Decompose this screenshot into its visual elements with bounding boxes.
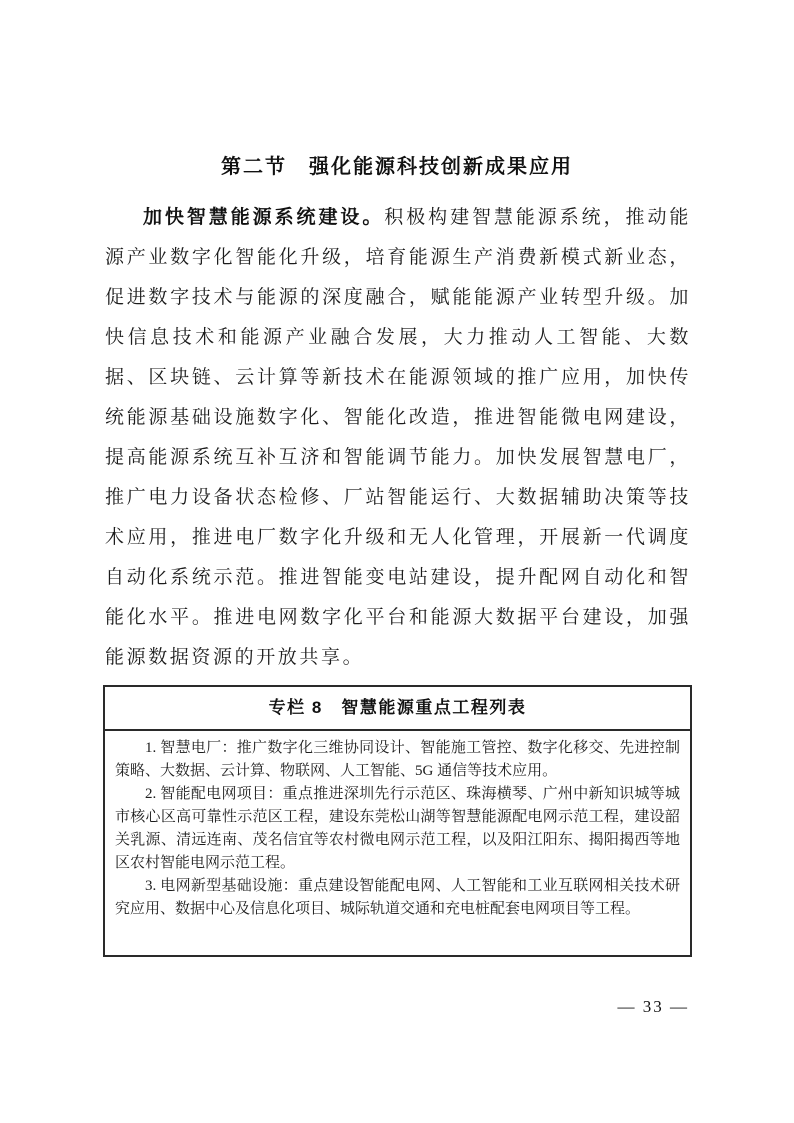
body-paragraph xyxy=(105,198,691,678)
callout-item-new-grid-infrastructure: 3. 电网新型基础设施：重点建设智能配电网、人工智能和工业互联网相关技术研究应用、数据中心及信息化项目、城际轨道交通和充电桩配套电网项目等工程。 xyxy=(115,878,680,917)
callout-item-smart-power-plant: 1. 智慧电厂：推广数字化三维协同设计、智能施工管控、数字化移交、先进控制策略、大数据、云计算、物联网、人工智能、5G 通信等技术应用。 xyxy=(115,740,680,779)
page-number: — 33 — xyxy=(617,997,689,1016)
paragraph-lead-bold: 加快智慧能源系统建设。 xyxy=(143,207,385,228)
callout-item-smart-distribution-grid: 2. 智能配电网项目：重点推进深圳先行示范区、珠海横琴、广州中新知识城等城市核心区高可靠性示范区工程，建设东莞松山湖等智慧能源配电网示范工程，建设韶关乳源、清远连南、茂名信宜等农村微电网示范工程，以及阳江阳东、揭阳揭西等地区农村智能电网示范工程。 xyxy=(115,786,680,871)
section-heading: 第二节 强化能源科技创新成果应用 xyxy=(221,156,573,178)
paragraph-body-text: 积极构建智慧能源系统，推动能源产业数字化智能化升级，培育能源生产消费新模式新业态，促进数字技术与能源的深度融合，赋能能源产业转型升级。加快信息技术和能源产业融合发展，大力推动人工智能、大数据、区块链、云计算等新技术在能源领域的推广应用，加快传统能源基础设施数字化、智能化改造，推进智能微电网建设，提高能源系统互补互济和智能调节能力。加快发展智慧电厂，推广电力设备状态检修、厂站智能运行、大数据辅助决策等技术应用，推进电厂数字化升级和无人化管理，开展新一代调度自动化系统示范。推进智能变电站建设，提升配网自动化和智能化水平。推进电网数字化平台和能源大数据平台建设，加强能源数据资源的开放共享。 xyxy=(105,207,691,668)
callout-box-title: 专栏 8 智慧能源重点工程列表 xyxy=(105,687,690,731)
callout-box xyxy=(103,685,692,957)
callout-box-content xyxy=(105,731,690,921)
